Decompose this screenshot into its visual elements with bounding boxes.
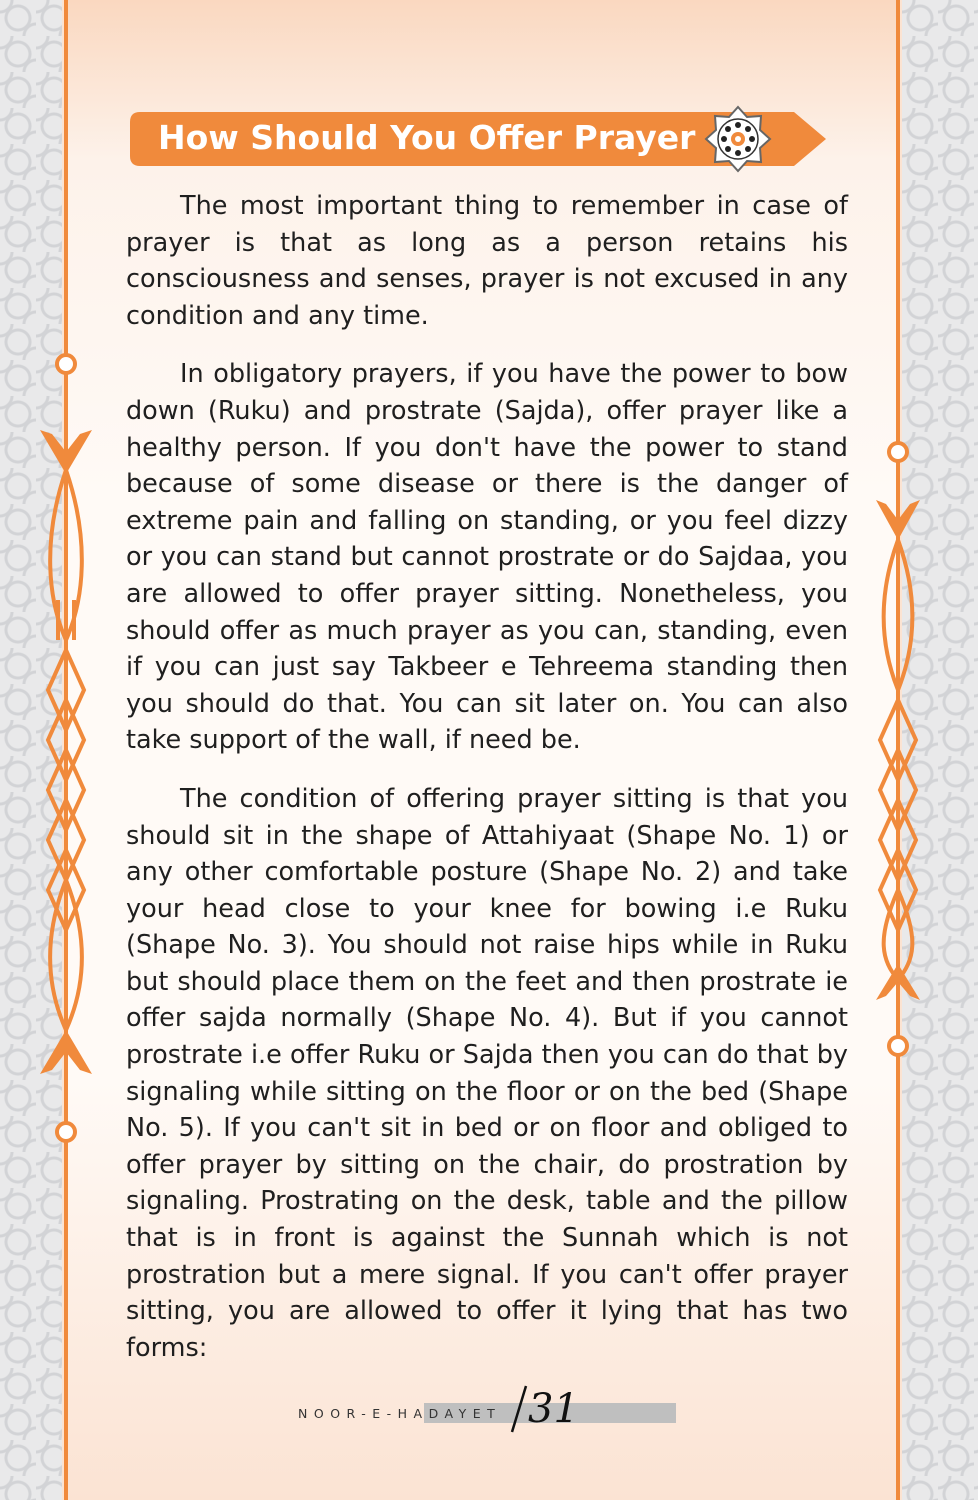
body-text (126, 188, 848, 1388)
rosette-icon (704, 105, 772, 173)
paragraph: The condition of offering prayer sitting is that you should sit in the shape of Attahiyaat (Shape No. 1) or any other comfortable posture (Shape No. 2) and take your head close to your knee for bowing i.e Ruku (Shape No. 3). You should not raise hips while in Ruku but should place them on the feet and then prostrate ie offer sajda normally (Shape No. 4). But if you cannot prostrate i.e offer Ruku or Sajda then you can do that by signaling while sitting on the floor or on the bed (Shape No. 5). If you can't sit in bed or on floor and obliged to offer prayer by sitting on the chair, do prostration by signaling. Prostrating on the desk, table and the pillow that is in front is against the Sunnah which is not prostration but a mere signal. If you can't offer prayer sitting, you are allowed to offer it lying that has two forms: (126, 783, 848, 1363)
page-number: 31 (528, 1386, 579, 1432)
paragraph: The most important thing to remember in case of prayer is that as long as a person retains his consciousness and senses, prayer is not excused in any condition and any time. (126, 191, 848, 331)
page-title: How Should You Offer Prayer (158, 118, 696, 157)
paragraph: In obligatory prayers, if you have the power to bow down (Ruku) and prostrate (Sajda), offer prayer like a healthy person. If you don't have the power to stand because of some disease or there is the danger of extreme pain and falling on standing, or you feel dizzy or you can stand but cannot prostrate or do Sajdaa, you are allowed to offer prayer sitting. Nonetheless, you should offer as much prayer as you can, standing, even if you can just say Takbeer e Tehreema standing then you should do that. You can sit later on. You can also take support of the wall, if need be. (126, 359, 848, 756)
left-ornament (34, 0, 104, 1500)
book-title: NOOR-E-HADAYET (298, 1406, 502, 1421)
right-ornament (866, 0, 936, 1500)
